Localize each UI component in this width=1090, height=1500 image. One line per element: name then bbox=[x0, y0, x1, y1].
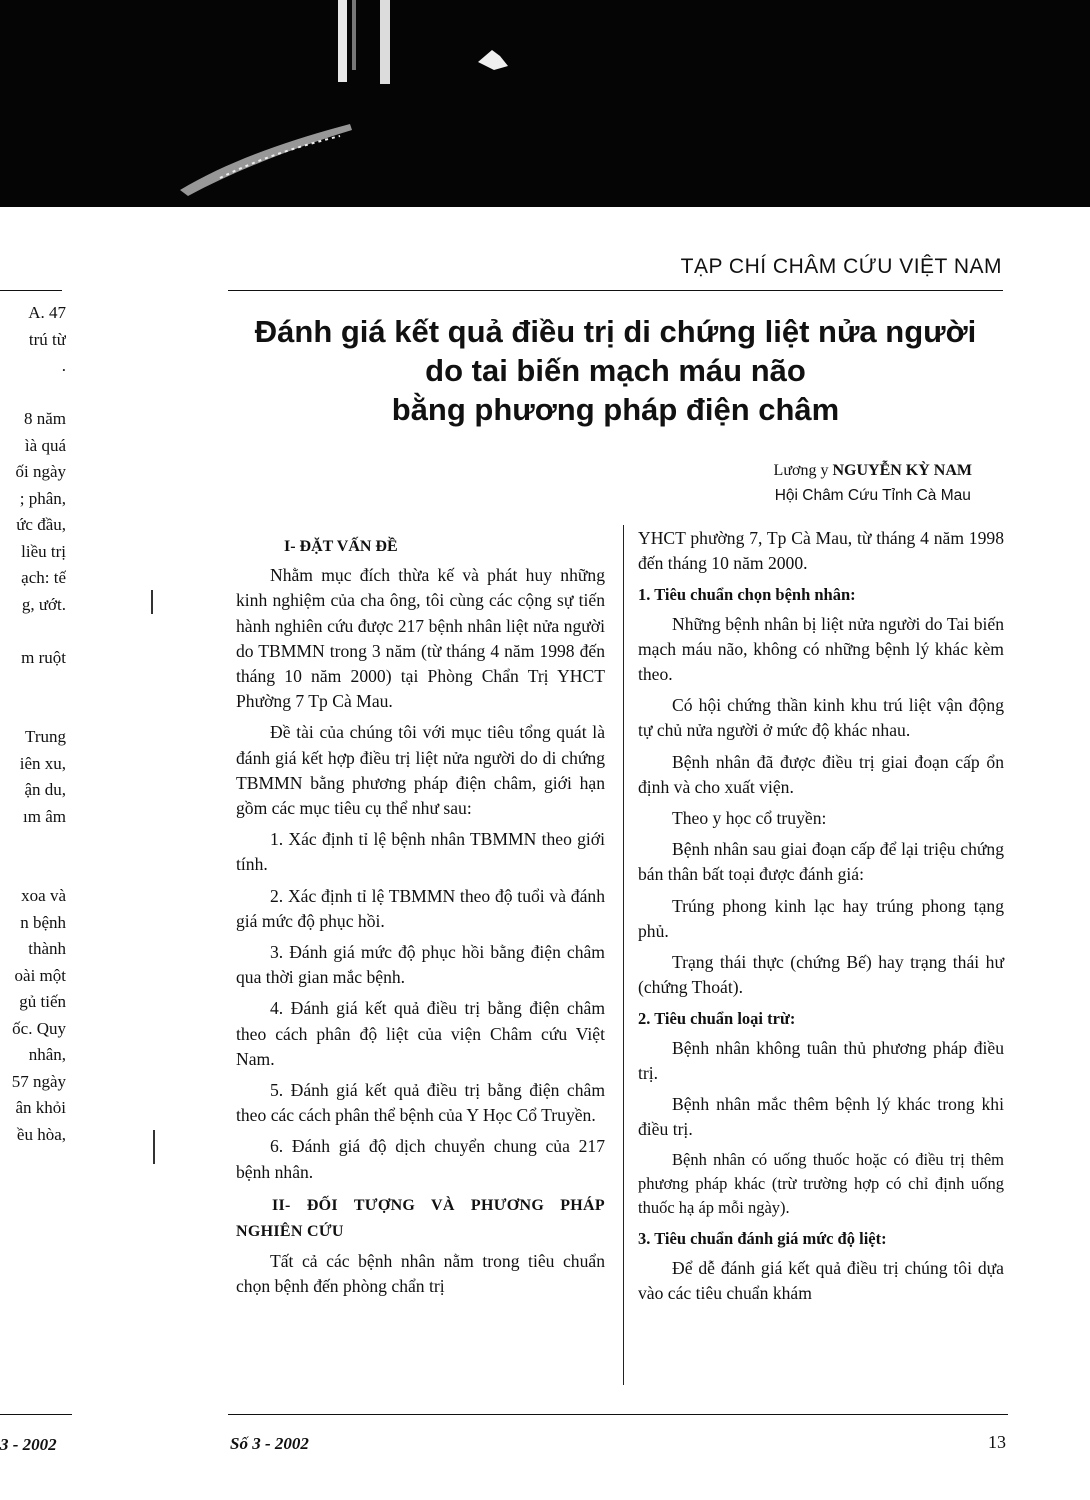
page-number: 13 bbox=[988, 1432, 1006, 1452]
left-page-top-rule bbox=[0, 290, 62, 291]
left-page-line: ìà quá bbox=[24, 435, 66, 455]
paragraph: Tất cả các bệnh nhân nằm trong tiêu chuẩn chọn bệnh đến phòng chẩn trị bbox=[236, 1250, 605, 1297]
left-page-line: trú từ bbox=[28, 329, 66, 349]
paragraph: Bệnh nhân không tuân thủ phương pháp điều trị. bbox=[638, 1037, 1004, 1083]
left-page-line: ım âm bbox=[23, 806, 66, 826]
left-page-line: Trung bbox=[25, 727, 66, 746]
footer-rule bbox=[228, 1414, 1008, 1415]
paragraph: Có hội chứng thần kinh khu trú liệt vận động tự chủ nửa người ở mức độ khác nhau. bbox=[638, 695, 1004, 741]
list-item: 4. Đánh giá kết quả điều trị bằng điện châm theo cách phân độ liệt của viện Châm cứu Việt Nam. bbox=[236, 998, 605, 1069]
list-item: 6. Đánh giá độ dịch chuyển chung của 217 bệnh nhân. bbox=[236, 1136, 605, 1182]
section-heading: I- ĐẶT VẤN ĐỀ bbox=[284, 538, 398, 555]
paragraph: Nhằm mục đích thừa kế và phát huy những kinh nghiệm của cha ông, tôi cùng các cộng sự tiến hành nghiên cứu được 217 bệnh nhân liệt nửa người do TBMMN trong 3 năm (từ tháng 4 năm 1998 đến tháng 10 năm 2000) tại Phòng Chẩn Trị YHCT Phường 7 Tp Cà Mau. bbox=[236, 565, 605, 712]
left-page-line: oài một bbox=[14, 965, 66, 985]
gutter-mark bbox=[153, 1130, 155, 1164]
left-page-line: g, ướt. bbox=[21, 594, 66, 614]
left-page-line bbox=[0, 618, 66, 645]
issue-number: Số 3 - 2002 bbox=[230, 1434, 309, 1453]
left-page-line: 8 năm bbox=[23, 409, 66, 428]
left-page-line: iên xu, bbox=[19, 753, 66, 773]
column-left bbox=[236, 526, 605, 1305]
left-page-bottom-rule bbox=[0, 1414, 72, 1415]
article-title bbox=[228, 312, 1003, 429]
subsection-heading: 3. Tiêu chuẩn đánh giá mức độ liệt: bbox=[638, 1229, 887, 1249]
paragraph: Trúng phong kinh lạc hay trúng phong tạng phủ. bbox=[638, 895, 1004, 941]
paragraph: Đề tài của chúng tôi với mục tiêu tổng quát là đánh giá kết hợp điều trị liệt nửa người do di chứng TBMMN bằng phương pháp điện châm, giới hạn gồm các mục tiêu cụ thể như sau: bbox=[236, 722, 605, 819]
left-page-line bbox=[0, 830, 66, 857]
list-item: 2. Xác định tỉ lệ TBMMN theo độ tuổi và đánh giá mức độ phục hồi. bbox=[236, 885, 605, 931]
paragraph: Trạng thái thực (chứng Bế) hay trạng thái hư (chứng Thoát). bbox=[638, 952, 1004, 998]
left-page-line bbox=[0, 380, 66, 407]
left-page-line: ; phân, bbox=[19, 488, 66, 508]
left-page-line: ốc. Quy bbox=[12, 1018, 66, 1038]
left-page-line: . bbox=[61, 356, 66, 375]
list-item: 1. Xác định tỉ lệ bệnh nhân TBMMN theo giới tính. bbox=[236, 829, 605, 875]
left-page-line: liều trị bbox=[21, 541, 66, 561]
left-page-line: xoa và bbox=[21, 886, 66, 905]
left-page-line bbox=[0, 857, 66, 884]
left-page-line: gủ tiến bbox=[19, 992, 66, 1011]
author-block bbox=[774, 458, 972, 508]
header-rule bbox=[228, 290, 1003, 291]
left-page-line: ân khỏi bbox=[15, 1098, 66, 1117]
left-page-line bbox=[0, 671, 66, 698]
left-page-line: n bệnh bbox=[20, 912, 66, 932]
paragraph: Bệnh nhân sau giai đoạn cấp để lại triệu chứng bán thân bất toại được đánh giá: bbox=[638, 839, 1004, 885]
left-page-line: nhân, bbox=[28, 1045, 66, 1064]
left-page-line: A. 47 bbox=[28, 303, 66, 322]
gutter-mark bbox=[151, 590, 153, 614]
journal-name: TẠP CHÍ CHÂM CỨU VIỆT NAM bbox=[680, 255, 1002, 278]
title-line: do tai biến mạch máu não bbox=[425, 353, 806, 388]
list-item: 3. Đánh giá mức độ phục hồi bằng điện châm qua thời gian mắc bệnh. bbox=[236, 942, 605, 988]
left-page-line: ối ngày bbox=[15, 462, 66, 481]
author-prefix: Lương y bbox=[773, 462, 829, 479]
left-page-line: ức đầu, bbox=[16, 515, 66, 534]
left-page-footer: 3 - 2002 bbox=[0, 1435, 57, 1454]
title-line: bằng phương pháp điện châm bbox=[391, 392, 840, 427]
paragraph: Để dễ đánh giá kết quả điều trị chúng tôi dựa vào các tiêu chuẩn khám bbox=[638, 1257, 1004, 1303]
header-photo bbox=[0, 0, 1090, 207]
left-page-line: ều hòa, bbox=[16, 1124, 66, 1144]
banner-graphic bbox=[0, 0, 1090, 207]
section-heading: II- ĐỐI TƯỢNG VÀ PHƯƠNG PHÁP NGHIÊN CỨU bbox=[236, 1196, 605, 1240]
subsection-heading: 1. Tiêu chuẩn chọn bệnh nhân: bbox=[638, 585, 856, 605]
left-page-line: 57 ngày bbox=[11, 1071, 66, 1091]
left-page-line: thành bbox=[28, 939, 66, 958]
paragraph: Theo y học cổ truyền: bbox=[672, 808, 827, 829]
left-page-fragment bbox=[0, 300, 66, 1148]
list-item: 5. Đánh giá kết quả điều trị bằng điện châm theo các cách phân thể bệnh của Y Học Cổ Truyền. bbox=[236, 1080, 605, 1126]
paragraph: Những bệnh nhân bị liệt nửa người do Tai biến mạch máu não, không có những bệnh lý khác kèm theo. bbox=[638, 613, 1004, 685]
left-page-line bbox=[0, 698, 66, 725]
paragraph: Bệnh nhân có uống thuốc hoặc có điều trị thêm phương pháp khác (trừ trường hợp có chỉ định uống thuốc hạ áp mỗi ngày). bbox=[638, 1150, 1004, 1218]
title-line: Đánh giá kết quả điều trị di chứng liệt nửa người bbox=[254, 314, 977, 349]
left-page-line: m ruột bbox=[21, 647, 66, 667]
author-affiliation: Hội Châm Cứu Tỉnh Cà Mau bbox=[774, 487, 971, 504]
author-name: NGUYỄN KỲ NAM bbox=[832, 462, 972, 479]
paragraph: YHCT phường 7, Tp Cà Mau, từ tháng 4 năm 1998 đến tháng 10 năm 2000. bbox=[638, 528, 1004, 574]
subsection-heading: 2. Tiêu chuẩn loại trừ: bbox=[638, 1009, 796, 1029]
column-right bbox=[638, 526, 1004, 1312]
left-page-line: ận du, bbox=[24, 780, 66, 799]
left-page-line: ạch: tế bbox=[21, 568, 66, 587]
column-divider bbox=[623, 525, 624, 1385]
paragraph: Bệnh nhân mắc thêm bệnh lý khác trong khi điều trị. bbox=[638, 1094, 1004, 1140]
paragraph: Bệnh nhân đã được điều trị giai đoạn cấp ổn định và cho xuất viện. bbox=[638, 751, 1004, 797]
